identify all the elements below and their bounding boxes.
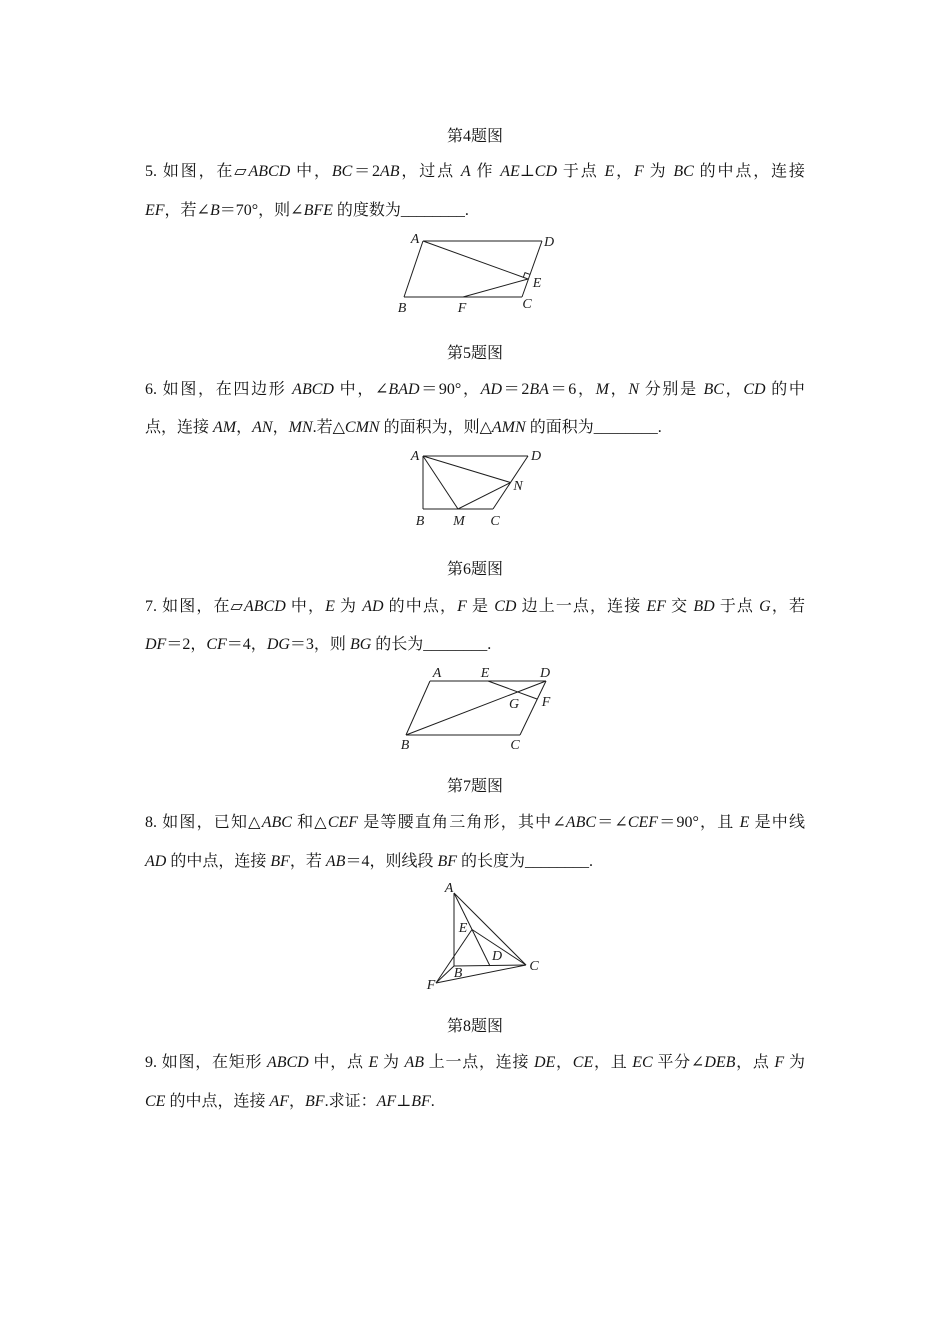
point-label-F: F [541,695,551,711]
text-run: ＝2， [166,636,207,653]
question-5-line-1 [145,162,805,182]
math-term: E [739,814,750,831]
text-run: 点，连接 [145,419,214,436]
text-run: ▱ [234,163,249,180]
answer-blank: ________ [593,419,658,436]
math-term: E [368,1054,379,1071]
math-term: CEF [627,814,659,831]
math-term: G [759,598,771,615]
point-label-B: B [397,301,407,317]
text-run: .求证： [324,1093,377,1110]
text-run: 为 [643,163,674,180]
point-label-E: E [480,666,490,682]
point-label-D: D [530,449,542,465]
math-term: A [460,163,471,180]
text-run: 和△ [291,814,328,831]
text-run: ，若 [289,853,326,870]
math-term: ABCD [292,381,334,398]
math-term: E [604,163,615,180]
point-label-D: D [491,949,503,965]
text-run: ，点 [735,1054,775,1071]
math-term: DG [266,636,290,653]
point-label-A: A [410,449,420,465]
math-term: DEB [704,1054,736,1071]
math-term: EC [632,1054,653,1071]
text-run: 平分∠ [652,1054,705,1071]
point-label-M: M [453,514,465,530]
figure-caption-7: 第7题图 [446,778,503,795]
question-8-line-2 [145,852,805,872]
math-term: F [633,163,644,180]
question-9-line-1 [145,1053,805,1073]
math-term: BG [349,636,372,653]
point-label-B: B [400,738,410,754]
point-label-B: B [415,514,425,530]
math-term: BA [529,381,549,398]
text-run: 于点 [557,163,605,180]
math-term: F [457,598,467,615]
point-label-E: E [532,276,542,292]
text-run: 是等腰直角三角形，其中∠ [358,814,566,831]
math-term: BAD [388,381,420,398]
point-label-C: C [490,514,500,530]
text-run: 于点 [714,598,760,615]
text-run: 7. 如图，在▱ [145,598,244,615]
text-run: 6. 如图，在四边形 [145,381,293,398]
text-run: ， [723,381,744,398]
math-term: AB [404,1054,425,1071]
math-term: AB [380,163,400,180]
math-term: F [774,1054,785,1071]
math-term: CMN [344,419,380,436]
math-term: CF [206,636,227,653]
text-run: ，过点 [399,163,461,180]
point-label-B: B [453,966,463,982]
text-run: 边上一点，连接 [516,598,647,615]
math-term: ABC [565,814,597,831]
math-term: DE [533,1054,556,1071]
point-label-D: D [543,235,555,251]
figure-caption-6: 第6题图 [446,561,503,578]
figure-6-quadrilateral [405,445,545,532]
figure-8-triangles [420,878,545,995]
math-term: BF [437,853,458,870]
math-term: EF [145,202,165,219]
text-run: 9. 如图，在矩形 [145,1054,267,1071]
text-run: 中， [285,598,326,615]
figure-6-diagram [405,445,545,532]
math-term: CEF [327,814,359,831]
math-term: AM [213,419,237,436]
math-term: AD [480,381,502,398]
text-run: ， [614,163,634,180]
math-term: M [595,381,609,398]
text-run: 的面积为，则△ [379,419,492,436]
text-run: 的中点，连接 [165,1093,270,1110]
text-run: . [657,419,662,436]
math-term: AF [269,1093,290,1110]
text-run: ＝4，则线段 [345,853,438,870]
text-run: 交 [666,598,694,615]
point-label-C: C [529,959,539,975]
math-term: AB [325,853,346,870]
math-term: ABCD [243,598,286,615]
text-run: ，且 [593,1054,633,1071]
text-run: ＝4， [226,636,267,653]
text-run: ， [289,1093,306,1110]
math-term: CD [494,598,517,615]
math-term: AD [145,853,167,870]
math-term: AF [376,1093,397,1110]
math-term: ABCD [266,1054,309,1071]
question-7-line-1 [145,597,805,617]
text-run: 的中点， [383,598,458,615]
math-term: ABC [261,814,292,831]
right-angle-mark-icon [523,273,529,278]
math-term: BC [331,163,353,180]
text-run: ＝90°，且 [658,814,740,831]
point-label-A: A [444,881,454,897]
point-label-D: D [539,666,551,682]
math-term: BF [411,1093,431,1110]
point-label-C: C [510,738,520,754]
segment-AE [423,241,528,279]
text-run: 的中点，连接 [166,853,271,870]
text-run: ， [609,381,629,398]
math-term: AMN [491,419,526,436]
math-term: DF [145,636,167,653]
text-run: . [589,853,594,870]
text-run: ，若 [770,598,805,615]
text-run: ＝2 [502,381,530,398]
figure-caption-8: 第8题图 [446,1018,503,1035]
question-7-line-2 [145,635,805,655]
answer-blank: ________ [525,853,590,870]
figure-caption-4: 第4题图 [446,128,503,145]
math-term: EF [646,598,667,615]
text-run: . [464,202,469,219]
math-term: AD [362,598,384,615]
math-term: CD [743,381,766,398]
question-5-line-2 [145,201,805,221]
point-label-C: C [522,297,532,313]
question-6-line-2 [145,418,805,438]
text-run: 中，∠ [333,381,389,398]
math-term: CE [145,1093,166,1110]
question-8-line-1 [145,813,805,833]
text-run: 的中 [765,381,805,398]
figure-5-parallelogram [390,228,560,318]
text-run: 为 [334,598,363,615]
point-label-N: N [513,479,523,495]
figure-7-parallelogram [395,662,560,756]
math-term: BC [673,163,694,180]
text-run: ， [272,419,289,436]
math-term: CD [534,163,558,180]
text-run: 分别是 [639,381,704,398]
math-term: BC [703,381,724,398]
math-term: E [325,598,335,615]
segment-MN [458,483,511,510]
text-run: 是中线 [749,814,805,831]
text-run: ＝∠ [596,814,628,831]
text-run: ，若∠ [164,202,210,219]
segment-FC [436,965,526,983]
math-term: AE [500,163,520,180]
text-run: ＝2 [352,163,380,180]
text-run: ＝3，则 [289,636,350,653]
text-run: ， [555,1054,573,1071]
text-run: 的中点，连接 [693,163,805,180]
text-run: 的长为 [371,636,424,653]
text-run: 作 [470,163,501,180]
math-term: BF [305,1093,325,1110]
figure-caption-5: 第5题图 [446,345,503,362]
segment-BD [406,681,546,735]
math-term: BF [270,853,290,870]
text-run: 为 [378,1054,405,1071]
text-run: ＝6， [548,381,596,398]
text-run: 的面积为 [525,419,594,436]
figure-5-diagram [390,228,560,318]
point-label-A: A [432,666,442,682]
point-label-F: F [457,301,467,317]
math-term: BFE [303,202,333,219]
math-term: N [628,381,640,398]
text-run: 的长度为 [457,853,526,870]
text-run: 上一点，连接 [424,1054,534,1071]
text-run: .若△ [312,419,345,436]
text-run: ⊥ [519,163,535,180]
point-label-A: A [410,232,420,248]
point-label-F: F [426,978,436,994]
text-run: ⊥ [396,1093,412,1110]
text-run: . [487,636,492,653]
math-term: ABCD [248,163,291,180]
answer-blank: ________ [423,636,488,653]
segment-AM [423,456,458,509]
text-run: ＝90°， [419,381,481,398]
math-term: BD [693,598,715,615]
text-run: 中，点 [308,1054,369,1071]
question-9-line-2 [145,1092,805,1112]
segment-BA [404,241,423,297]
figure-8-diagram [420,878,545,995]
text-run: ， [236,419,253,436]
answer-blank: ________ [400,202,465,219]
text-run: ＝70°，则∠ [219,202,304,219]
figure-7-diagram [395,662,560,756]
segment-EF [463,279,528,297]
text-run: 5. 如图，在 [145,163,235,180]
text-run: 的度数为 [332,202,401,219]
math-term: B [209,202,220,219]
math-term: AN [252,419,273,436]
text-run: 是 [466,598,495,615]
math-term: MN [288,419,313,436]
question-6-line-1 [145,380,805,400]
text-run: 8. 如图，已知△ [145,814,262,831]
math-term: CE [572,1054,594,1071]
text-run: 中， [290,163,332,180]
point-label-E: E [458,921,468,937]
point-label-G: G [508,697,520,713]
text-run: . [430,1093,435,1110]
segment-AN [423,456,511,483]
segment-FB [436,966,454,983]
text-run: 为 [784,1054,805,1071]
